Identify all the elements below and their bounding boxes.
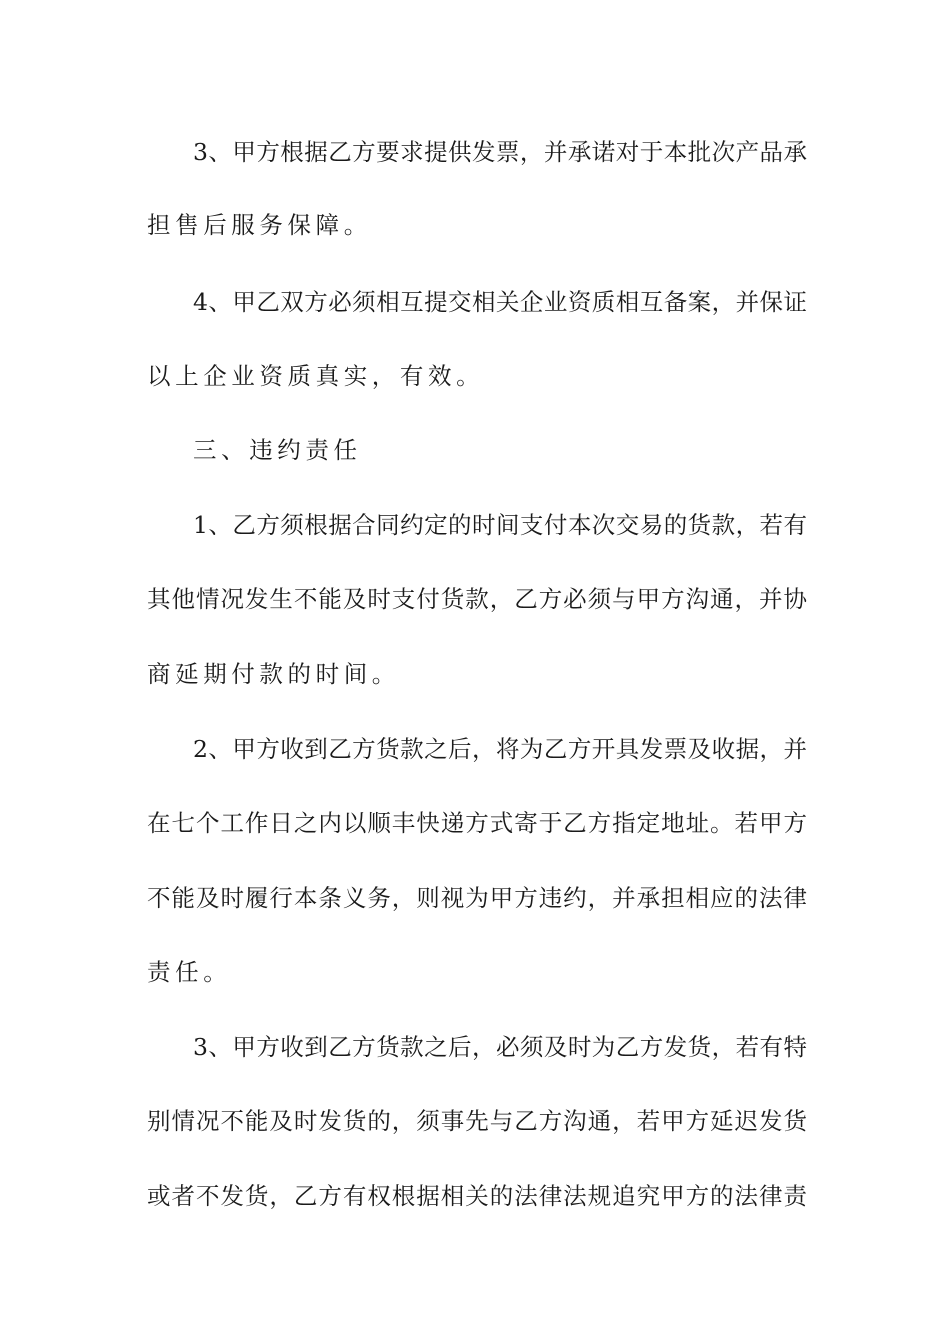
paragraph-4-line-2: 在七个工作日之内以顺丰快递方式寄于乙方指定地址。若甲方 bbox=[147, 809, 807, 837]
paragraph-2-line-1: 4、甲乙双方必须相互提交相关企业资质相互备案，并保证 bbox=[193, 288, 807, 316]
paragraph-5-line-1: 3、甲方收到乙方货款之后，必须及时为乙方发货，若有特 bbox=[193, 1033, 807, 1061]
paragraph-2-line-2: 以上企业资质真实，有效。 bbox=[147, 362, 485, 390]
paragraph-3-line-2: 其他情况发生不能及时支付货款，乙方必须与甲方沟通，并协 bbox=[147, 585, 807, 613]
paragraph-4-line-3: 不能及时履行本条义务，则视为甲方违约，并承担相应的法律 bbox=[147, 884, 807, 912]
paragraph-4-line-4: 责任。 bbox=[147, 958, 232, 986]
section-heading: 三、违约责任 bbox=[193, 436, 362, 464]
paragraph-4-line-1: 2、甲方收到乙方货款之后，将为乙方开具发票及收据，并 bbox=[193, 735, 807, 763]
paragraph-1-line-1: 3、甲方根据乙方要求提供发票，并承诺对于本批次产品承 bbox=[193, 138, 807, 166]
paragraph-1-line-2: 担售后服务保障。 bbox=[147, 211, 372, 239]
paragraph-5-line-2: 别情况不能及时发货的，须事先与乙方沟通，若甲方延迟发货 bbox=[147, 1107, 807, 1135]
paragraph-3-line-3: 商延期付款的时间。 bbox=[147, 660, 400, 688]
paragraph-5-line-3: 或者不发货，乙方有权根据相关的法律法规追究甲方的法律责 bbox=[147, 1182, 807, 1210]
paragraph-3-line-1: 1、乙方须根据合同约定的时间支付本次交易的货款，若有 bbox=[193, 511, 807, 539]
